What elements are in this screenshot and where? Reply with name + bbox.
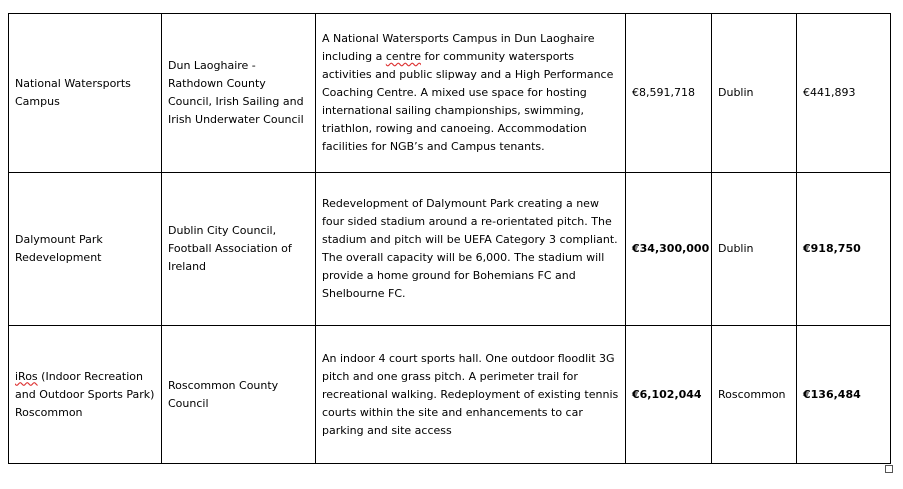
description-text-start: A National Watersports Campus in Dun Laoghaire including a <box>322 32 595 63</box>
grant-amount: €136,484 <box>803 387 861 401</box>
project-name: (Indoor Recreation and Outdoor Sports Park) Roscommon <box>15 369 155 419</box>
grant-amount: €918,750 <box>803 242 861 255</box>
table-resize-handle[interactable] <box>885 465 893 473</box>
project-name-cell <box>9 326 162 464</box>
project-name: Dalymount Park Redevelopment <box>15 233 103 264</box>
spellcheck-word: iRos <box>15 369 38 383</box>
description-text-end: for community watersports activities and public slipway and a High Performance Coaching Centre. A mixed use space for hosting international sailing championships, swimming, triathlon, rowing and canoeing. Accommodation facilities for NGB’s and Campus tenants. <box>322 50 614 153</box>
grant-cell <box>797 14 891 173</box>
total-cost-cell <box>626 326 712 464</box>
description-cell <box>316 14 626 173</box>
project-name-cell <box>9 173 162 326</box>
county-cell <box>712 326 797 464</box>
applicant-cell <box>162 173 316 326</box>
projects-table <box>8 13 891 464</box>
grant-cell <box>797 173 891 326</box>
county: Dublin <box>718 86 754 99</box>
total-cost: €6,102,044 <box>632 387 702 401</box>
county: Roscommon <box>718 387 786 401</box>
spellcheck-word: centre <box>385 50 421 63</box>
total-cost-cell <box>626 14 712 173</box>
applicant-name: Dun Laoghaire - Rathdown County Council, Irish Sailing and Irish Underwater Council <box>168 59 304 126</box>
total-cost: €34,300,000 <box>632 242 710 255</box>
applicant-cell <box>162 326 316 464</box>
table-row <box>9 173 891 326</box>
description-text: Redevelopment of Dalymount Park creating a new four sided stadium around a re-orientated pitch. The stadium and pitch will be UEFA Category 3 compliant. The overall capacity will be 6,000. The stadium will provide a home ground for Bohemians FC and Shelbourne FC. <box>322 197 618 300</box>
total-cost-cell <box>626 173 712 326</box>
county: Dublin <box>718 242 754 255</box>
total-cost: €8,591,718 <box>632 86 695 99</box>
grant-cell <box>797 326 891 464</box>
project-name-cell <box>9 14 162 173</box>
description-cell <box>316 173 626 326</box>
description-cell <box>316 326 626 464</box>
applicant-cell <box>162 14 316 173</box>
county-cell <box>712 173 797 326</box>
table-row <box>9 326 891 464</box>
grant-amount: €441,893 <box>803 86 856 99</box>
county-cell <box>712 14 797 173</box>
project-name: National Watersports Campus <box>15 77 131 108</box>
description-text: An indoor 4 court sports hall. One outdoor floodlit 3G pitch and one grass pitch. A perimeter trail for recreational walking. Redeployment of existing tennis courts within the site and enhancements to car parking and site access <box>322 351 619 437</box>
table-row <box>9 14 891 173</box>
applicant-name: Dublin City Council, Football Association of Ireland <box>168 224 292 273</box>
applicant-name: Roscommon County Council <box>168 378 279 410</box>
